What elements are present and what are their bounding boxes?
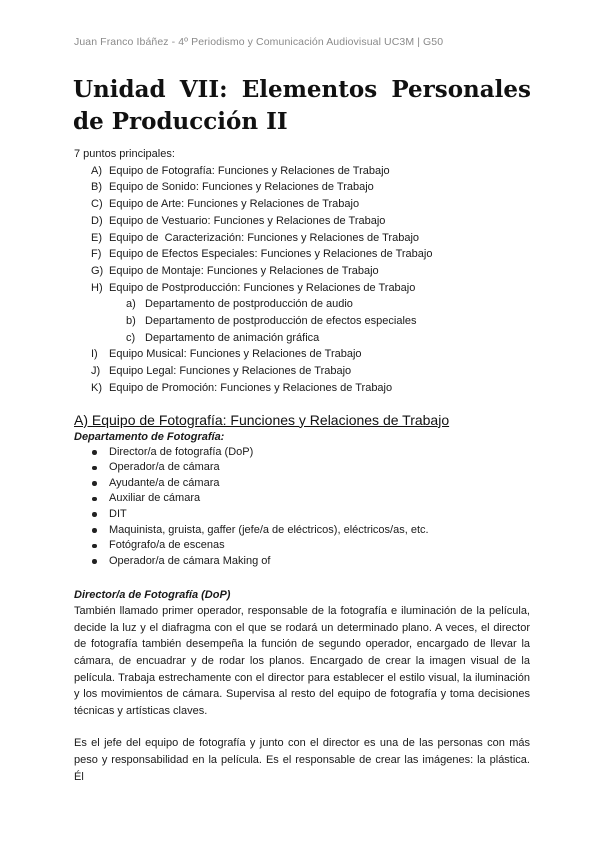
list-marker: H) xyxy=(91,281,103,294)
running-header: Juan Franco Ibáñez - 4º Periodismo y Comunicación Audiovisual UC3M | G50 xyxy=(74,36,444,48)
list-marker: K) xyxy=(91,381,102,394)
list-item xyxy=(74,179,530,196)
list-marker: B) xyxy=(91,181,102,194)
subtopics-list xyxy=(74,296,530,346)
topics-list xyxy=(74,163,530,297)
list-item xyxy=(74,163,530,180)
dop-heading: Director/a de Fotografía (DoP) xyxy=(74,589,231,602)
list-item-label: Equipo Musical: Funciones y Relaciones de Trabajo xyxy=(109,348,362,361)
bullet-icon xyxy=(92,528,97,533)
role-label: DIT xyxy=(109,507,127,520)
list-item xyxy=(74,363,530,380)
list-item-label: Equipo de Sonido: Funciones y Relaciones de Trabajo xyxy=(109,181,374,194)
list-item xyxy=(74,296,530,313)
list-item xyxy=(74,380,530,397)
list-item-label: Equipo de Arte: Funciones y Relaciones de Trabajo xyxy=(109,198,360,211)
list-item xyxy=(74,460,530,476)
department-label: Departamento de Fotografía: xyxy=(74,430,225,443)
list-item xyxy=(74,554,530,570)
list-marker: I) xyxy=(91,348,98,361)
list-marker: c) xyxy=(126,331,136,344)
list-item-label: Equipo de Efectos Especiales: Funciones y Relaciones de Trabajo xyxy=(109,248,433,261)
list-item xyxy=(74,523,530,539)
section-heading: A) Equipo de Fotografía: Funciones y Relaciones de Trabajo xyxy=(74,411,450,428)
role-label: Ayudante/a de cámara xyxy=(109,476,220,489)
list-item xyxy=(74,213,530,230)
list-item-label: Equipo de Promoción: Funciones y Relaciones de Trabajo xyxy=(109,381,393,394)
bullet-icon xyxy=(92,450,97,455)
list-item-label: Equipo Legal: Funciones y Relaciones de Trabajo xyxy=(109,365,352,378)
list-item xyxy=(74,230,530,247)
list-item xyxy=(74,330,530,347)
page-title: Unidad VII: Elementos Personales de Producción II xyxy=(73,76,531,135)
topics-list-continued xyxy=(74,346,530,396)
roles-list xyxy=(74,445,530,570)
list-item xyxy=(74,476,530,492)
list-marker: E) xyxy=(91,231,102,244)
role-label: Maquinista, gruista, gaffer (jefe/a de eléctricos), eléctricos/as, etc. xyxy=(109,523,429,536)
body-paragraph: Es el jefe del equipo de fotografía y junto con el director es una de las personas con más peso y responsabilidad en la película. Es el responsable de crear las imágenes: la plástica. Él xyxy=(74,737,530,783)
intro-text: 7 puntos principales: xyxy=(74,148,175,160)
list-item-label: Departamento de postproducción de efectos especiales xyxy=(145,315,417,328)
list-item xyxy=(74,280,530,297)
list-marker: C) xyxy=(91,198,103,211)
list-marker: a) xyxy=(126,298,136,311)
list-marker: b) xyxy=(126,315,136,328)
role-label: Auxiliar de cámara xyxy=(109,492,201,505)
list-item-label: Equipo de Caracterización: Funciones y Relaciones de Trabajo xyxy=(109,231,420,244)
list-marker: D) xyxy=(91,214,103,227)
bullet-icon xyxy=(92,512,97,517)
list-marker: J) xyxy=(91,365,101,378)
bullet-icon xyxy=(92,466,97,471)
list-item-label: Equipo de Vestuario: Funciones y Relaciones de Trabajo xyxy=(109,214,386,227)
list-marker: A) xyxy=(91,164,102,177)
list-item xyxy=(74,313,530,330)
bullet-icon xyxy=(92,481,97,486)
bullet-icon xyxy=(92,497,97,502)
bullet-icon xyxy=(92,559,97,564)
list-item xyxy=(74,445,530,461)
list-item xyxy=(74,196,530,213)
role-label: Director/a de fotografía (DoP) xyxy=(109,445,254,458)
list-item xyxy=(74,246,530,263)
list-item-label: Departamento de animación gráfica xyxy=(145,331,320,344)
list-item xyxy=(74,263,530,280)
list-item xyxy=(74,346,530,363)
list-item xyxy=(74,507,530,523)
document-body xyxy=(74,146,530,785)
body-paragraph: También llamado primer operador, responsable de la fotografía e iluminación de la película, decide la luz y el diafragma con el que se rodará un determinado plano. A veces, el director de fotografía también desempeña la función de segundo operador, encargado de llevar la cámara, de encuadrar y de rodar los planos. Encargado de crear la imagen visual de la película. Trabaja estrechamente con el director para establecer el estilo visual, la iluminación y los movimientos de cámara. Supervisa al resto del equipo de fotografía y toma decisiones técnicas y artísticas claves. xyxy=(74,605,530,717)
bullet-icon xyxy=(92,544,97,549)
list-item xyxy=(74,538,530,554)
list-marker: F) xyxy=(91,248,102,261)
list-item-label: Equipo de Fotografía: Funciones y Relaciones de Trabajo xyxy=(109,164,390,177)
role-label: Operador/a de cámara Making of xyxy=(109,554,271,567)
list-marker: G) xyxy=(91,264,104,277)
role-label: Fotógrafo/a de escenas xyxy=(109,539,225,552)
role-label: Operador/a de cámara xyxy=(109,461,220,474)
list-item xyxy=(74,491,530,507)
list-item-label: Departamento de postproducción de audio xyxy=(145,298,353,311)
list-item-label: Equipo de Montaje: Funciones y Relaciones de Trabajo xyxy=(109,264,379,277)
list-item-label: Equipo de Postproducción: Funciones y Relaciones de Trabajo xyxy=(109,281,416,294)
